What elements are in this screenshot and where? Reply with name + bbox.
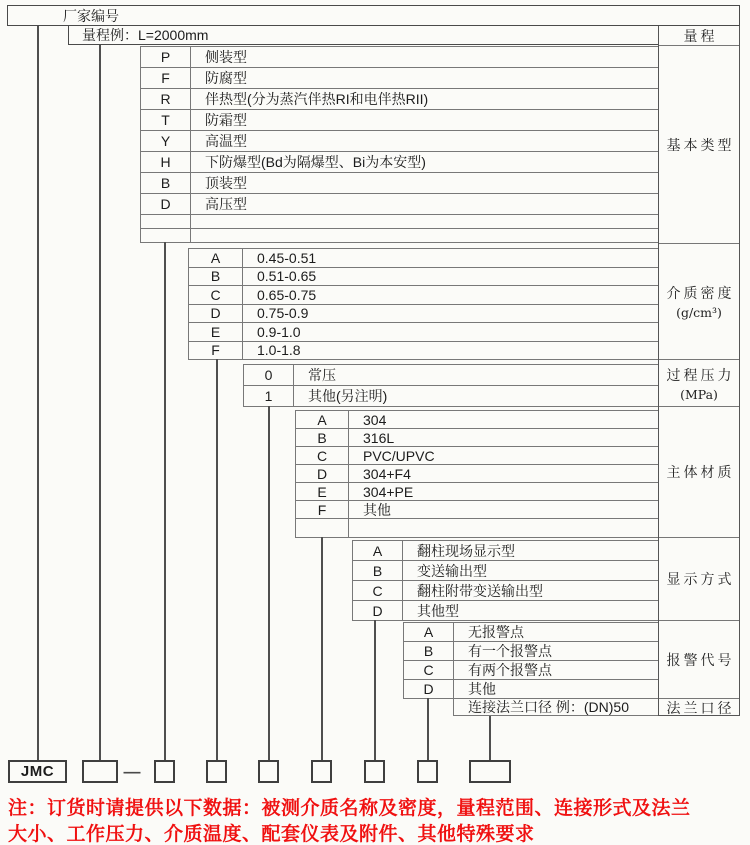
table-row: [296, 483, 658, 501]
code-cell: E: [296, 483, 349, 500]
category-label-column: [658, 26, 740, 716]
selection-table-process-pressure: [243, 364, 658, 407]
category-label-text: 基本类型: [666, 137, 735, 154]
code-cell: Y: [141, 131, 191, 151]
desc-cell: [191, 229, 658, 242]
model-code-box: [82, 760, 118, 783]
table-row: [141, 110, 658, 131]
model-prefix-box: [8, 760, 67, 783]
code-cell: A: [404, 623, 454, 641]
table-row: [353, 541, 658, 561]
desc-cell: [349, 519, 658, 537]
table-row: [353, 581, 658, 601]
desc-cell: 304: [363, 411, 387, 428]
category-label: [659, 45, 739, 243]
desc-cell: 0.45-0.51: [257, 249, 317, 266]
desc-cell: 其他: [363, 501, 391, 518]
category-label: [659, 406, 739, 537]
code-cell: T: [141, 110, 191, 130]
desc-cell: 304+F4: [363, 465, 411, 482]
code-cell: B: [141, 173, 191, 193]
table-row: [141, 194, 658, 215]
table-row: [189, 305, 658, 324]
table-row: [189, 342, 658, 361]
code-cell: 0: [244, 365, 294, 385]
range-example-box: [68, 26, 658, 45]
selection-table-alarm-code: [403, 622, 658, 699]
desc-cell: 304+PE: [363, 483, 414, 500]
model-code-box: [417, 760, 438, 783]
table-row: [353, 561, 658, 581]
empty-row: [141, 229, 658, 243]
code-cell: D: [141, 194, 191, 214]
desc-cell: 常压: [308, 367, 336, 383]
table-row: [244, 386, 658, 407]
code-cell: C: [189, 286, 243, 304]
code-cell: A: [189, 249, 243, 267]
selection-table-body-material: [295, 410, 658, 538]
connector-line: [489, 716, 491, 760]
desc-cell: 0.75-0.9: [257, 305, 309, 322]
connector-line: [427, 698, 429, 760]
selection-table-medium-density: [188, 248, 658, 360]
desc-cell: 1.0-1.8: [257, 342, 301, 359]
category-label: [659, 537, 739, 620]
desc-cell: 有两个报警点: [468, 662, 552, 678]
desc-cell: 翻柱现场显示型: [417, 542, 515, 559]
connector-line: [321, 537, 323, 760]
empty-row: [296, 519, 658, 538]
table-row: [141, 47, 658, 68]
desc-cell: 防霜型: [205, 112, 247, 128]
selection-table-basic-type: [140, 46, 658, 243]
code-cell: [296, 519, 349, 537]
model-prefix-label: JMC: [20, 763, 55, 780]
desc-cell: 0.65-0.75: [257, 286, 317, 303]
desc-cell: 伴热型(分为蒸汽伴热RI和电伴热RII): [205, 91, 429, 107]
category-label: [659, 26, 739, 45]
table-row: [296, 465, 658, 483]
code-cell: 1: [244, 386, 294, 406]
table-row: [244, 365, 658, 386]
code-cell: D: [404, 680, 454, 698]
code-cell: D: [296, 465, 349, 482]
code-cell: C: [296, 447, 349, 464]
code-cell: H: [141, 152, 191, 172]
model-code-box: [364, 760, 385, 783]
desc-cell: 连接法兰口径 例：(DN)50: [468, 698, 630, 715]
table-row: [296, 447, 658, 465]
category-label-text: 介质密度: [666, 286, 735, 302]
table-row: [189, 323, 658, 342]
empty-row: [141, 215, 658, 229]
category-label-text: 显示方式: [666, 572, 735, 588]
table-row: [141, 89, 658, 110]
table-row: [189, 249, 658, 268]
desc-cell: 其他: [468, 681, 496, 697]
category-label-text: 量程: [683, 28, 718, 45]
category-label: [659, 698, 739, 716]
model-code-box: [258, 760, 279, 783]
desc-cell: 0.51-0.65: [257, 268, 317, 285]
model-code-box: [206, 760, 227, 783]
desc-cell: PVC/UPVC: [363, 447, 435, 464]
desc-cell: 316L: [363, 429, 395, 446]
code-cell: C: [353, 581, 403, 600]
order-note-line-2: 大小、工作压力、介质温度、配套仪表及附件、其他特殊要求: [8, 824, 535, 845]
table-row: [296, 429, 658, 447]
code-cell: P: [141, 47, 191, 67]
code-cell: C: [404, 661, 454, 679]
factory-code-box: [7, 5, 740, 26]
desc-cell: 无报警点: [468, 624, 524, 640]
model-separator-dash: —: [123, 761, 141, 781]
code-cell: A: [296, 411, 349, 428]
category-label: [659, 620, 739, 698]
category-label: [659, 359, 739, 406]
table-row: [189, 286, 658, 305]
category-label: [659, 243, 739, 359]
code-cell: E: [189, 323, 243, 341]
code-cell: D: [189, 305, 243, 323]
code-cell: F: [296, 501, 349, 518]
code-cell: B: [404, 642, 454, 660]
desc-cell: 有一个报警点: [468, 643, 552, 659]
code-cell: F: [141, 68, 191, 88]
category-label-text: 主体材质: [666, 465, 735, 481]
category-label-text: 法兰口径: [666, 700, 735, 717]
code-cell: D: [353, 601, 403, 620]
desc-cell: 翻柱附带变送输出型: [417, 582, 543, 599]
desc-cell: 顶装型: [205, 175, 247, 191]
table-row: [141, 68, 658, 89]
table-row: [454, 698, 658, 716]
desc-cell: 防腐型: [205, 70, 247, 86]
table-row: [296, 501, 658, 519]
desc-cell: 高温型: [205, 133, 247, 149]
desc-cell: 0.9-1.0: [257, 323, 301, 340]
table-row: [141, 173, 658, 194]
code-cell: B: [189, 268, 243, 286]
range-example-label: 量程例：L=2000mm: [82, 27, 209, 43]
desc-cell: [191, 215, 658, 228]
desc-cell: 侧装型: [205, 49, 247, 65]
table-row: [404, 661, 658, 680]
code-cell: B: [353, 561, 403, 580]
model-code-box: [469, 760, 511, 783]
code-cell: A: [353, 541, 403, 560]
connector-line: [374, 620, 376, 760]
selection-table-display-mode: [352, 540, 658, 621]
connector-line: [268, 406, 270, 760]
code-cell: B: [296, 429, 349, 446]
desc-cell: 其他型: [417, 602, 459, 619]
desc-cell: 高压型: [205, 196, 247, 212]
code-cell: F: [189, 342, 243, 360]
code-cell: R: [141, 89, 191, 109]
table-row: [141, 152, 658, 173]
desc-cell: 下防爆型(Bd为隔爆型、Bi为本安型): [205, 154, 426, 170]
desc-cell: 其他(另注明): [308, 388, 388, 404]
order-note-line-1: 注：订货时请提供以下数据：被测介质名称及密度，量程范围、连接形式及法兰: [8, 798, 691, 819]
category-label-text: 过程压力: [666, 367, 735, 384]
code-cell: [141, 229, 191, 242]
table-row: [404, 623, 658, 642]
factory-code-label: 厂家编号: [63, 7, 119, 24]
desc-cell: 变送输出型: [417, 562, 487, 579]
category-label-unit: (g/cm³): [676, 305, 722, 320]
model-code-box: [154, 760, 175, 783]
model-code-box: [311, 760, 332, 783]
connector-line: [216, 359, 218, 760]
category-label-text: 报警代号: [666, 652, 735, 669]
table-row: [141, 131, 658, 152]
table-row: [353, 601, 658, 621]
table-row: [404, 642, 658, 661]
table-row: [189, 268, 658, 287]
category-label-unit: (MPa): [680, 386, 718, 402]
connector-line: [37, 26, 39, 760]
order-note: [8, 796, 748, 845]
selection-table-flange: [453, 698, 658, 716]
connector-line: [164, 242, 166, 760]
table-row: [296, 411, 658, 429]
code-cell: [141, 215, 191, 228]
connector-line: [99, 45, 101, 760]
